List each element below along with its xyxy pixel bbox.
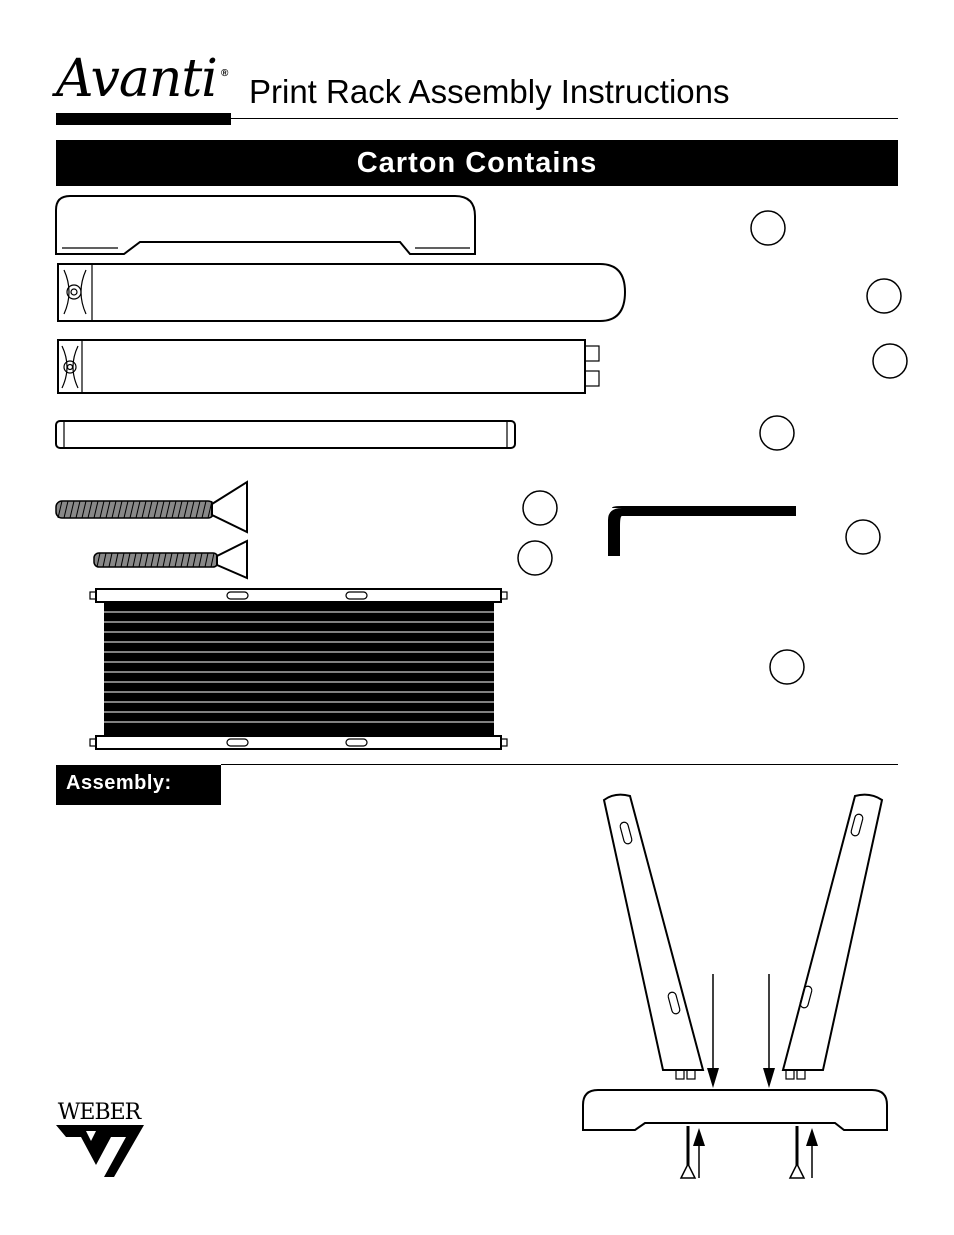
carton-contains-heading: Carton Contains [56,140,898,186]
weber-logo-icon [56,1125,146,1180]
weber-logo-text: WEBER [57,1100,141,1125]
page-title: Print Rack Assembly Instructions [249,73,730,110]
avanti-logo: Avanti [56,49,217,109]
assembly-heading: Assembly: [56,765,221,805]
registered-mark: ® [221,68,229,79]
